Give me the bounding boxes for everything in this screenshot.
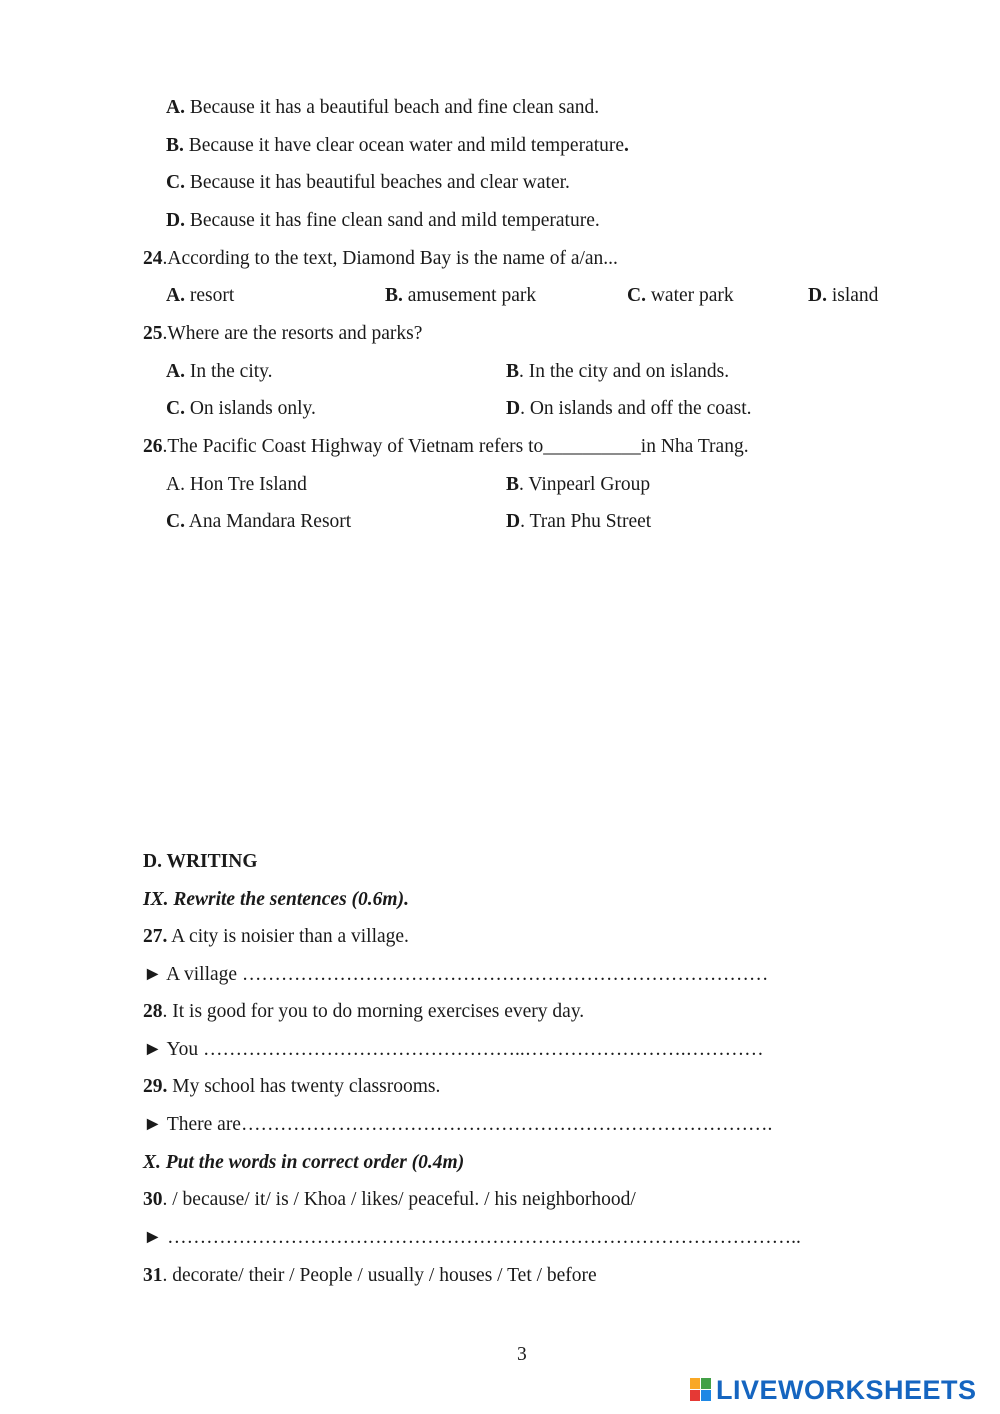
- q24-option-b: B. amusement park: [385, 285, 537, 306]
- q26-option-c: C. Ana Mandara Resort: [166, 511, 352, 532]
- q24-question: 24.According to the text, Diamond Bay is the name of a/an...: [143, 248, 618, 269]
- q25-option-d: D. On islands and off the coast.: [506, 398, 752, 419]
- liveworksheets-logo-icon: [690, 1378, 712, 1402]
- q27-question: 27. A city is noisier than a village.: [143, 926, 409, 947]
- q26-option-d: D. Tran Phu Street: [506, 511, 652, 532]
- q23-option-c: C. Because it has beautiful beaches and clear water.: [166, 172, 570, 193]
- q23-option-b: B. Because it have clear ocean water and mild temperature.: [166, 135, 629, 156]
- q24-option-d: D. island: [808, 285, 879, 306]
- q25-question: 25.Where are the resorts and parks?: [143, 323, 423, 344]
- section-ix-title: IX. Rewrite the sentences (0.6m).: [143, 889, 409, 910]
- q31-question: 31. decorate/ their / People / usually / houses / Tet / before: [143, 1265, 597, 1286]
- q26-question: 26.The Pacific Coast Highway of Vietnam refers to__________in Nha Trang.: [143, 436, 749, 457]
- q28-answer-line[interactable]: ► You …………………………………………..…………………….…………: [143, 1039, 764, 1060]
- liveworksheets-logo[interactable]: [690, 1374, 977, 1406]
- q25-option-b: B. In the city and on islands.: [506, 361, 730, 382]
- q23-option-a: A. Because it has a beautiful beach and fine clean sand.: [166, 97, 600, 118]
- q25-option-c: C. On islands only.: [166, 398, 316, 419]
- q25-option-a: A. In the city.: [166, 361, 273, 382]
- writing-heading: D. WRITING: [143, 851, 258, 872]
- page-number: 3: [517, 1344, 527, 1365]
- q29-question: 29. My school has twenty classrooms.: [143, 1076, 441, 1097]
- q29-answer-line[interactable]: ► There are……………………………………………………………………….: [143, 1114, 773, 1135]
- q28-question: 28. It is good for you to do morning exercises every day.: [143, 1001, 585, 1022]
- q27-answer-line[interactable]: ► A village ………………………………………………………………………: [143, 964, 769, 985]
- q30-question: 30. / because/ it/ is / Khoa / likes/ peaceful. / his neighborhood/: [143, 1189, 636, 1210]
- q30-answer-line[interactable]: ► ……………………………………………………………………………………..: [143, 1227, 801, 1248]
- liveworksheets-brand: LIVEWORKSHEETS: [716, 1374, 977, 1405]
- section-x-title: X. Put the words in correct order (0.4m): [143, 1152, 465, 1173]
- q23-option-d: D. Because it has fine clean sand and mild temperature.: [166, 210, 600, 231]
- q26-option-a: A. Hon Tre Island: [166, 474, 307, 495]
- q24-option-a: A. resort: [166, 285, 235, 306]
- q26-option-b: B. Vinpearl Group: [506, 474, 651, 495]
- q24-option-c: C. water park: [627, 285, 734, 306]
